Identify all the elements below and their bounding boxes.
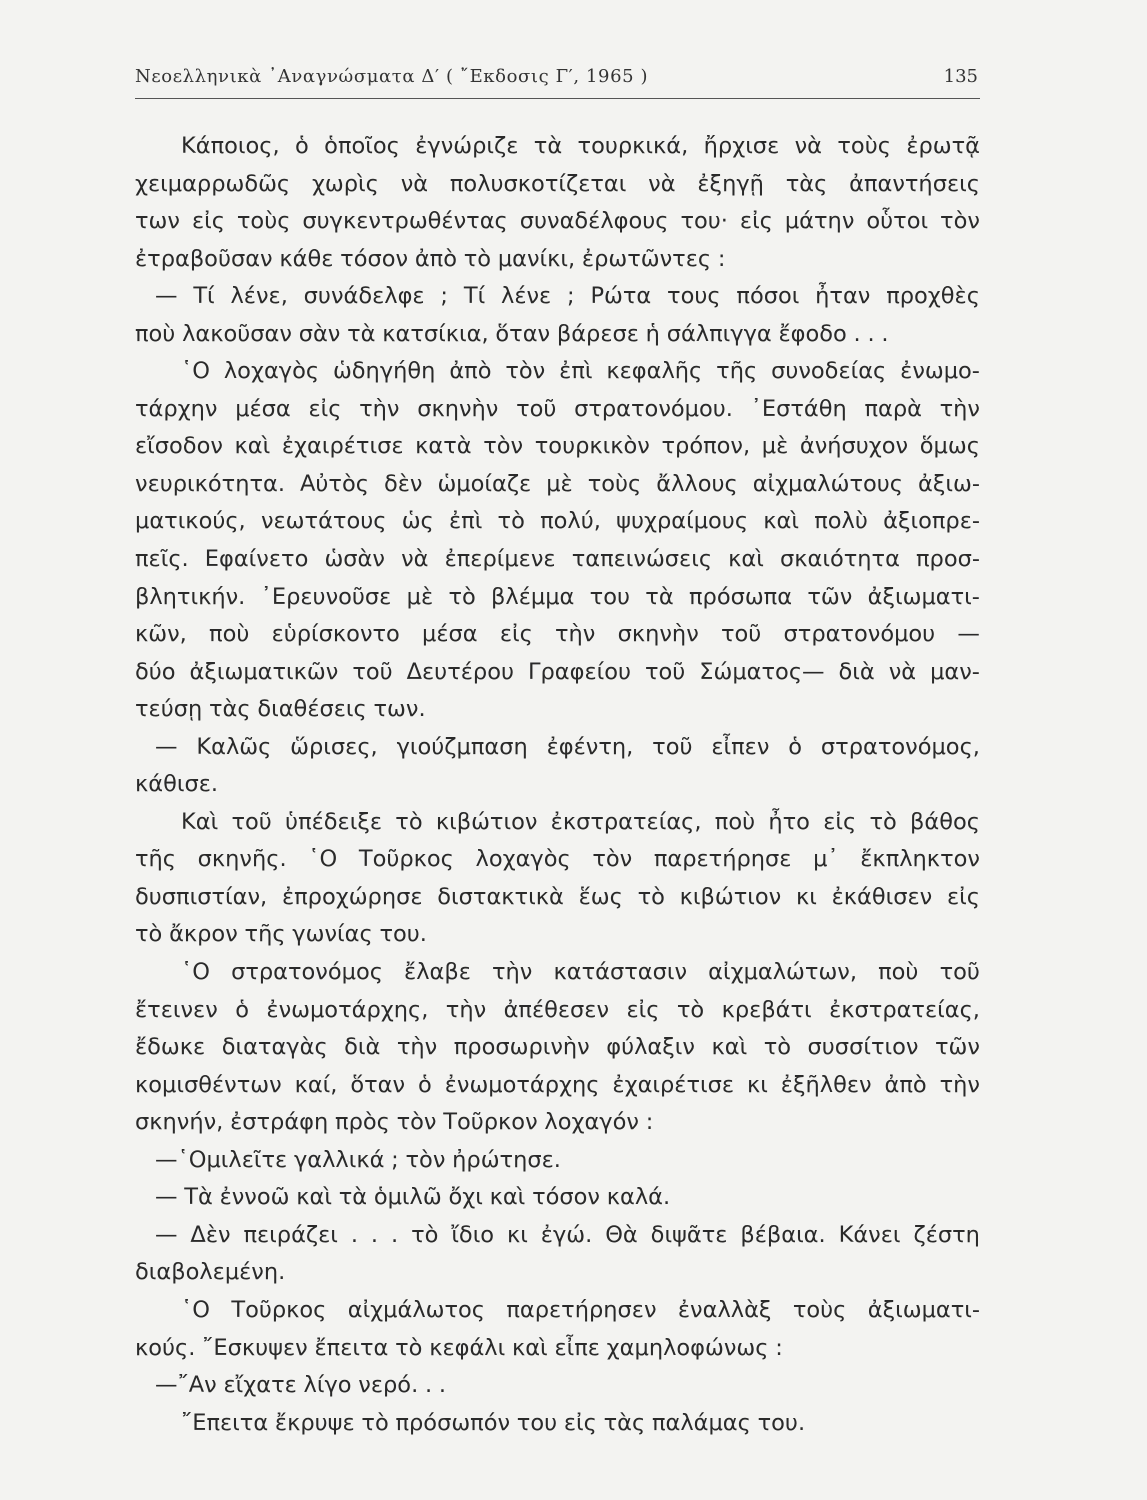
text-line: κομισθέντων καί, ὅταν ὁ ἐνωμοτάρχης ἐχαιρέτισε κι ἐξῆλθεν ἀπὸ τὴν (135, 1071, 980, 1098)
text-line: ποὺ λακοῦσαν σὰν τὰ κατσίκια, ὅταν βάρεσε ἡ σάλπιγγα ἔφοδο . . . (135, 320, 889, 347)
text-line: πεῖς. Εφαίνετο ὡσὰν νὰ ἐπερίμενε ταπεινώσεις καὶ σκαιότητα προσ- (135, 546, 980, 573)
paragraph (135, 1217, 980, 1292)
text-line: — Τὰ ἐννοῶ καὶ τὰ ὁμιλῶ ὄχι καὶ τόσον καλά. (155, 1184, 671, 1211)
paragraph (135, 1179, 980, 1217)
text-line: κῶν, ποὺ εὑρίσκοντο μέσα εἰς τὴν σκηνὴν τοῦ στρατονόμου — (135, 621, 980, 648)
running-title: Νεοελληνικὰ ᾿Αναγνώσματα Δ′ ( ῎Εκδοσις Γ′, 1965 ) (135, 66, 649, 87)
paragraph (135, 353, 980, 728)
page-number: 135 (943, 66, 978, 87)
text-line: σκηνήν, ἐστράφη πρὸς τὸν Τοῦρκον λοχαγόν : (135, 1109, 654, 1136)
text-line: των εἰς τοὺς συγκεντρωθέντας συναδέλφους του· εἰς μάτην οὗτοι τὸν (135, 208, 980, 235)
text-line: κούς. ῎Εσκυψεν ἔπειτα τὸ κεφάλι καὶ εἶπε χαμηλοφώνως : (135, 1334, 783, 1361)
text-line: ῾Ο Τοῦρκος αἰχμάλωτος παρετήρησεν ἐναλλὰξ τοὺς ἀξιωματι- (181, 1296, 980, 1323)
paragraph (135, 128, 980, 278)
body-text (135, 128, 980, 1442)
text-line: — Δὲν πειράζει . . . τὸ ἴδιο κι ἐγώ. Θὰ διψᾶτε βέβαια. Κάνει ζέστη (155, 1221, 980, 1248)
text-line: τάρχην μέσα εἰς τὴν σκηνὴν τοῦ στρατονόμου. ᾿Εστάθη παρὰ τὴν (135, 395, 980, 422)
text-line: ἔδωκε διαταγὰς διὰ τὴν προσωρινὴν φύλαξιν καὶ τὸ συσσίτιον τῶν (135, 1034, 980, 1061)
text-line: Καὶ τοῦ ὑπέδειξε τὸ κιβώτιον ἐκστρατείας, ποὺ ἦτο εἰς τὸ βάθος (181, 808, 980, 835)
text-line: — Καλῶς ὥρισες, γιούζμπαση ἐφέντη, τοῦ εἶπεν ὁ στρατονόμος, (155, 733, 980, 760)
text-line: κάθισε. (135, 771, 219, 798)
text-line: τῆς σκηνῆς. ῾Ο Τοῦρκος λοχαγὸς τὸν παρετήρησε μ᾿ ἔκπληκτον (135, 846, 980, 873)
paragraph (135, 954, 980, 1142)
text-line: νευρικότητα. Αὐτὸς δὲν ὡμοίαζε μὲ τοὺς ἄλλους αἰχμαλώτους ἀξιω- (135, 470, 980, 497)
text-line: τὸ ἄκρον τῆς γωνίας του. (135, 921, 427, 948)
text-line: τεύσῃ τὰς διαθέσεις των. (135, 696, 426, 723)
paragraph (135, 729, 980, 804)
running-header (135, 64, 980, 99)
text-line: ματικούς, νεωτάτους ὡς ἐπὶ τὸ πολύ, ψυχραίμους καὶ πολὺ ἀξιοπρε- (135, 508, 980, 535)
paragraph (135, 1405, 980, 1443)
text-line: Κάποιος, ὁ ὁποῖος ἐγνώριζε τὰ τουρκικά, ἤρχισε νὰ τοὺς ἐρωτᾷ (181, 133, 980, 159)
text-line: δύο ἀξιωματικῶν τοῦ Δευτέρου Γραφείου τοῦ Σώματος— διὰ νὰ μαν- (135, 658, 980, 685)
text-line: ἔτεινεν ὁ ἐνωμοτάρχης, τὴν ἀπέθεσεν εἰς τὸ κρεβάτι ἐκστρατείας, (135, 996, 980, 1023)
paragraph (135, 1142, 980, 1180)
text-line: ῎Επειτα ἔκρυψε τὸ πρόσωπόν του εἰς τὰς παλάμας του. (181, 1409, 806, 1436)
text-line: χειμαρρωδῶς χωρὶς νὰ πολυσκοτίζεται νὰ ἐξηγῇ τὰς ἀπαντήσεις (135, 170, 980, 197)
text-line: ἐτραβοῦσαν κάθε τόσον ἀπὸ τὸ μανίκι, ἐρωτῶντες : (135, 245, 726, 272)
text-line: βλητικήν. ᾿Ερευνοῦσε μὲ τὸ βλέμμα του τὰ πρόσωπα τῶν ἀξιωματι- (135, 583, 980, 610)
text-line: ῾Ο λοχαγὸς ὡδηγήθη ἀπὸ τὸν ἐπὶ κεφαλῆς τῆς συνοδείας ἐνωμο- (181, 358, 980, 385)
text-line: —῎Αν εἴχατε λίγο νερό. . . (155, 1372, 447, 1399)
paragraph (135, 278, 980, 353)
text-line: ῾Ο στρατονόμος ἔλαβε τὴν κατάστασιν αἰχμαλώτων, ποὺ τοῦ (181, 959, 980, 986)
paragraph (135, 1367, 980, 1405)
text-line: — Τί λένε, συνάδελφε ; Τί λένε ; Ρώτα τους πόσοι ἦταν προχθὲς (155, 283, 980, 310)
text-line: διαβολεμένη. (135, 1259, 286, 1286)
paragraph (135, 804, 980, 954)
text-line: —῾Ομιλεῖτε γαλλικά ; τὸν ἠρώτησε. (155, 1146, 561, 1173)
paragraph (135, 1292, 980, 1367)
text-line: δυσπιστίαν, ἐπροχώρησε διστακτικὰ ἕως τὸ κιβώτιον κι ἐκάθισεν εἰς (135, 883, 980, 910)
text-line: εἴσοδον καὶ ἐχαιρέτισε κατὰ τὸν τουρκικὸν τρόπον, μὲ ἀνήσυχον ὅμως (135, 433, 980, 460)
